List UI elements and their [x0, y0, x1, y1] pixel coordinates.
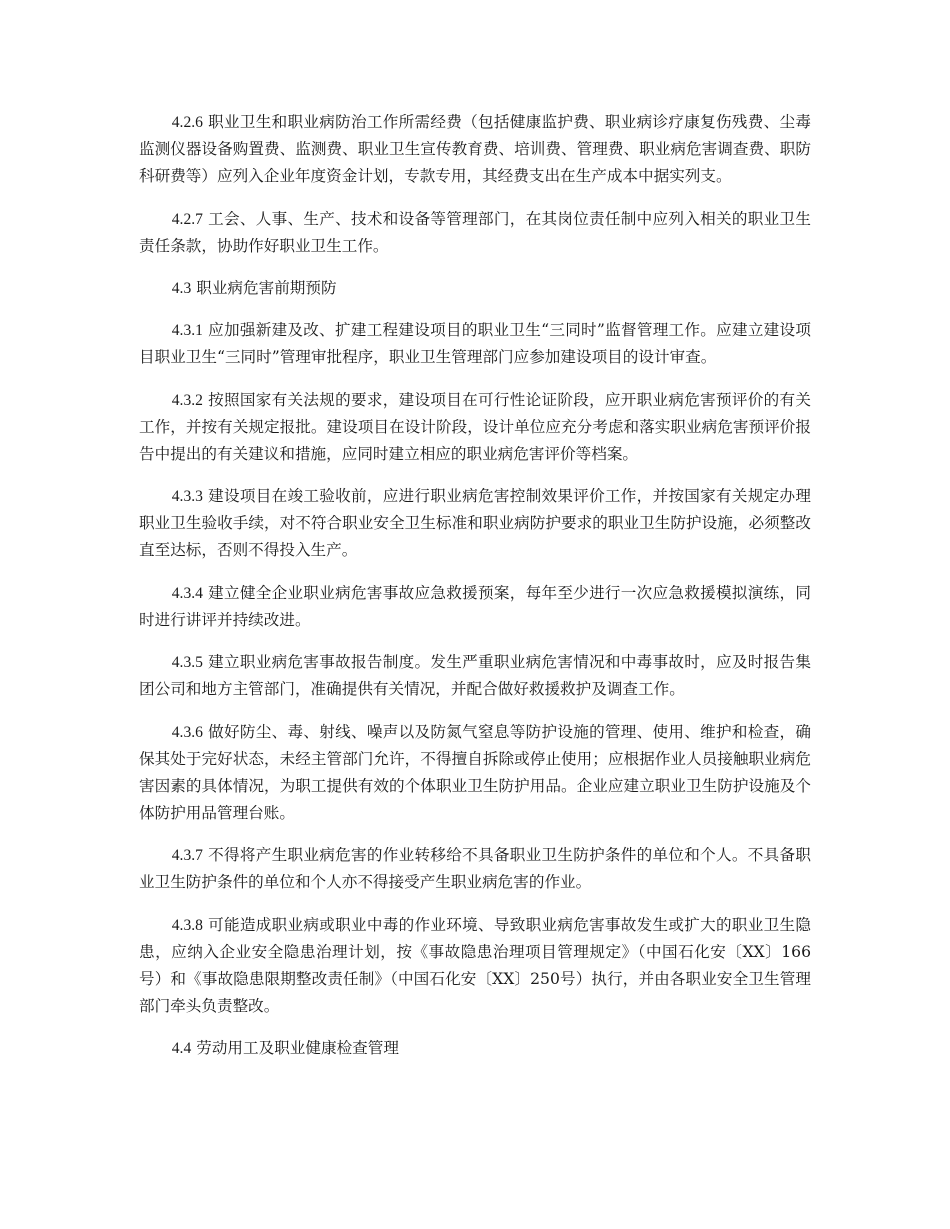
- clause-text: 做好防尘、毒、射线、噪声以及防氮气窒息等防护设施的管理、使用、维护和检查，确保其处于完好状态，未经主管部门允许，不得擅自拆除或停止使用；应根据作业人员接触职业病危害因素的具体情况，为职工提供有效的个体职业卫生防护用品。企业应建立职业卫生防护设施及个体防护用品管理台账。: [139, 722, 811, 822]
- paragraph-4-3-8: [139, 912, 811, 1020]
- clause-number: 4.3.5: [171, 654, 203, 671]
- paragraph-4-2-7: [139, 206, 811, 260]
- clause-number: 4.2.7: [171, 210, 203, 228]
- clause-number: 4.3.2: [171, 391, 203, 409]
- clause-text: 建立健全企业职业病危害事故应急救援预案，每年至少进行一次应急救援模拟演练，同时进行讲评并持续改进。: [139, 583, 811, 629]
- clause-text: 按照国家有关法规的要求，建设项目在可行性论证阶段，应开职业病危害预评价的有关工作，并按有关规定报批。建设项目在设计阶段，设计单位应充分考虑和落实职业病危害预评价报告中提出的有关建议和措施，应同时建立相应的职业病危害评价等档案。: [139, 390, 811, 463]
- clause-text: 建设项目在竣工验收前，应进行职业病危害控制效果评价工作，并按国家有关规定办理职业卫生验收手续，对不符合职业安全卫生标准和职业病防护要求的职业卫生防护设施，必须整改直至达标，否则不得投入生产。: [139, 487, 811, 559]
- clause-number: 4.3.4: [171, 584, 203, 602]
- paragraph-4-3-4: [139, 580, 811, 634]
- section-title: 劳动用工及职业健康检查管理: [196, 1039, 399, 1057]
- clause-text: 职业卫生和职业病防治工作所需经费（包括健康监护费、职业病诊疗康复伤残费、尘毒监测仪器设备购置费、监测费、职业卫生宣传教育费、培训费、管理费、职业病危害调查费、职防科研费等）应列入企业年度资金计划，专款专用，其经费支出在生产成本中据实列支。: [139, 113, 811, 185]
- paragraph-4-3-1: [139, 317, 811, 371]
- section-heading-4-4: [139, 1035, 811, 1062]
- clause-number: 4.3.3: [171, 488, 203, 505]
- paragraph-4-3-3: [139, 483, 811, 564]
- section-number: 4.4: [171, 1040, 192, 1057]
- paragraph-4-2-6: [139, 109, 811, 190]
- section-title: 职业病危害前期预防: [196, 279, 337, 297]
- paragraph-4-3-7: [139, 842, 811, 896]
- clause-text: 工会、人事、生产、技术和设备等管理部门，在其岗位责任制中应列入相关的职业卫生责任条款，协助作好职业卫生工作。: [139, 209, 811, 255]
- section-number: 4.3: [171, 280, 192, 297]
- clause-number: 4.3.8: [171, 916, 203, 934]
- paragraph-4-3-5: [139, 649, 811, 703]
- clause-number: 4.3.1: [171, 322, 203, 339]
- section-heading-4-3: [139, 275, 811, 302]
- clause-number: 4.2.6: [171, 114, 203, 131]
- clause-text: 建立职业病危害事故报告制度。发生严重职业病危害情况和中毒事故时，应及时报告集团公司和地方主管部门，准确提供有关情况，并配合做好救援救护及调查工作。: [139, 653, 811, 698]
- clause-text: 应加强新建及改、扩建工程建设项目的职业卫生“三同时”监督管理工作。应建立建设项目职业卫生“三同时”管理审批程序，职业卫生管理部门应参加建设项目的设计审查。: [139, 321, 811, 366]
- paragraph-4-3-2: [139, 387, 811, 468]
- clause-text: 不得将产生职业病危害的作业转移给不具备职业卫生防护条件的单位和个人。不具备职业卫生防护条件的单位和个人亦不得接受产生职业病危害的作业。: [139, 846, 811, 891]
- clause-number: 4.3.6: [171, 723, 203, 741]
- document-body: [139, 109, 811, 1077]
- paragraph-4-3-6: [139, 719, 811, 827]
- clause-text: 可能造成职业病或职业中毒的作业环境、导致职业病危害事故发生或扩大的职业卫生隐患，应纳入企业安全隐患治理计划，按《事故隐患治理项目管理规定》（中国石化安〔XX〕166号）和《事故隐患限期整改责任制》（中国石化安〔XX〕250号）执行，并由各职业安全卫生管理部门牵头负责整改。: [139, 915, 811, 1015]
- clause-number: 4.3.7: [171, 847, 203, 864]
